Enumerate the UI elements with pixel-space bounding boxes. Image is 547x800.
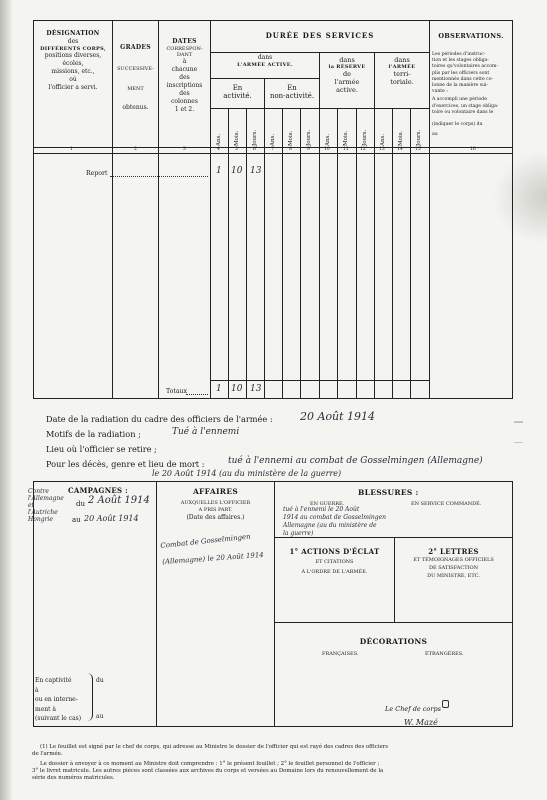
observations-text: Les périodes d'instruc- tion et les stages obliga- toires qu'volontaires accom- plis par les officiers sont mentionnés dans cette co- lonne de la manière sui- vante : A accompli une période d'exercices, un stage obliga- toire ou volontaire dans le (indiquer le corps) du au [432, 52, 499, 138]
affaires-title: AFFAIRES [192, 487, 239, 496]
affaires-value-2: (Allemagne) le 20 Août 1914 [162, 550, 264, 566]
unit-label: Jours. [252, 129, 258, 146]
col-number: 8 [289, 147, 292, 152]
unit-label: Mois. [288, 130, 294, 146]
totaux-ans: 1 [216, 384, 222, 394]
deces-value-2: le 20 Août 1914 (au du ministère de la guerre) [152, 469, 342, 478]
unit-label: Ans. [216, 133, 222, 146]
bleed-through-text: ─── [514, 440, 524, 446]
campagnes-au-label: au [72, 516, 81, 524]
signature-footnote-mark [442, 700, 449, 708]
unit-label: Ans. [325, 133, 331, 146]
col-number: 2 [134, 147, 137, 152]
unit-label: Mois. [234, 130, 240, 146]
territoriale-header: dans l'ARMÉE terri- toriale. [388, 56, 416, 86]
campagnes-du-value: 2 Août 1914 [88, 495, 150, 506]
col-number: 16 [470, 147, 476, 152]
affaires-value-1: Combat de Gosselmingen [160, 532, 251, 550]
dates-header: DATES CORRESPON- DANT à chacune des inscriptions des colonnes 1 et 2. [166, 38, 203, 113]
unit-label: Ans. [380, 133, 386, 146]
non-activite-header: En non-activité. [269, 84, 315, 100]
campagnes-du-label: du [76, 500, 85, 508]
decorations-title: DÉCORATIONS [359, 637, 428, 646]
footnotes [32, 744, 514, 782]
observations-header: OBSERVATIONS. [438, 32, 504, 40]
captivite-du: du [96, 677, 104, 684]
radiation-date-label: Date de la radiation du cadre des officiers de l'armée : [46, 414, 273, 424]
report-dots [110, 170, 208, 177]
col-number: 6 [253, 147, 256, 152]
deces-label: Pour les décès, genre et lieu de mort : [46, 459, 205, 469]
bleed-through-text: ═══ [514, 420, 524, 426]
etrangeres-label: ÉTRANGÈRES. [425, 651, 464, 657]
en-activite-header: En activité. [223, 84, 252, 100]
lettres-cell: 2° LETTRES ET TÉMOIGNAGES OFFICIELS DE SATISFACTION DU MINISTRE, ETC. [395, 548, 512, 580]
blessures-value: tué à l'ennemi le 20 Août 1914 au combat de Gosselmingen Allemagne (au du ministère de la guerre) [283, 506, 386, 537]
reserve-header: dans la RÉSERVE de l'armée active. [328, 56, 366, 94]
captivite-au: au [96, 713, 104, 720]
radiation-date-value: 20 Août 1914 [300, 410, 376, 423]
col-number: 11 [343, 147, 349, 152]
totaux-jours: 13 [250, 384, 262, 394]
lettres-title: 2° LETTRES [428, 547, 479, 556]
col-number: 10 [324, 147, 330, 152]
col-number: 13 [379, 147, 385, 152]
actions-cell: 1° ACTIONS D'ÉCLAT ET CITATIONS À L'ORDRE DE L'ARMÉE. [275, 548, 394, 576]
signature-value: W. Mazé [404, 718, 438, 727]
col-number: 12 [360, 147, 366, 152]
campagnes-margin-note: Contre l'Allemagne et l'Autriche Hongrie [28, 488, 64, 523]
unit-label: Jours. [362, 129, 368, 146]
designation-header: DÉSIGNATION des DIFFÉRENTS CORPS, positions diverses, écoles, missions, etc., où l'officier a servi. [40, 30, 106, 91]
campagnes-title: CAMPAGNES : [68, 486, 129, 495]
unit-label: Ans. [270, 133, 276, 146]
col-number: 7 [271, 147, 274, 152]
col-number: 3 [183, 147, 186, 152]
report-ans: 1 [216, 166, 222, 176]
signature-label: Le Chef de corps [385, 705, 441, 713]
footnote-2: Le dossier à envoyer à ce moment au Ministre doit comprendre : 1° le présent feuillet ; 2° le feuillet personnel de l'officier ; [40, 761, 380, 767]
duree-header: DURÉE DES SERVICES [265, 31, 375, 40]
col-number: 14 [397, 147, 403, 152]
grades-header: GRADES SUCCESSIVE- MENT obtenus. [117, 44, 154, 111]
en-guerre-label: EN GUERRE. [310, 501, 345, 507]
totaux-dots [186, 388, 208, 395]
footnote-3: 3° le livret matricule. Les autres pièces sont classées aux archives du corps et versées au Domaine lors du renouvellement de la [32, 768, 384, 774]
report-jours: 13 [250, 166, 262, 176]
campagnes-au-value: 20 Août 1914 [84, 514, 139, 523]
unit-label: Jours. [306, 129, 312, 146]
deces-value-1: tué à l'ennemi au combat de Gosselmingen (Allemagne) [228, 456, 483, 466]
blessures-title: BLESSURES : [358, 488, 419, 497]
unit-label: Jours. [416, 129, 422, 146]
captivite-brace [86, 673, 93, 721]
armee-active-header: dans L'ARMÉE ACTIVE. [237, 54, 293, 68]
col-number: 15 [415, 147, 421, 152]
col-number: 5 [235, 147, 238, 152]
paper-fold-shadow [492, 150, 547, 245]
report-mois: 10 [231, 166, 243, 176]
totaux-mois: 10 [231, 384, 243, 394]
unit-label: Mois. [398, 130, 404, 146]
scan-shadow [0, 0, 12, 800]
col-number: 1 [70, 147, 73, 152]
affaires-sub: AUXQUELLES L'OFFICIER A PRIS PART. (Date des affaires.) [180, 500, 251, 521]
col-number: 4 [217, 147, 220, 152]
report-label: Report [86, 170, 108, 177]
en-service-label: EN SERVICE COMMANDÉ. [411, 501, 482, 507]
motifs-value: Tué à l'ennemi [172, 427, 240, 437]
footnote-1b: de l'armée. [32, 751, 63, 757]
unit-label: Mois. [343, 130, 349, 146]
footnote-4: série des numéros matricules. [32, 775, 115, 781]
motifs-label: Motifs de la radiation ; [46, 429, 141, 439]
actions-title: 1° ACTIONS D'ÉCLAT [289, 547, 380, 556]
col-number: 9 [307, 147, 310, 152]
totaux-label: Totaux [166, 388, 188, 395]
lieu-label: Lieu où l'officier se retire ; [46, 444, 157, 454]
captivite-lines: En captivité à ou en interne- ment à (suivant le cas) [35, 677, 82, 722]
footnote-1: (1) Le feuillet est signé par le chef de corps, qui adresse au Ministre le dossier de l'officier qui est rayé des cadres des officiers [40, 744, 389, 750]
francaises-label: FRANÇAISES. [322, 651, 359, 657]
